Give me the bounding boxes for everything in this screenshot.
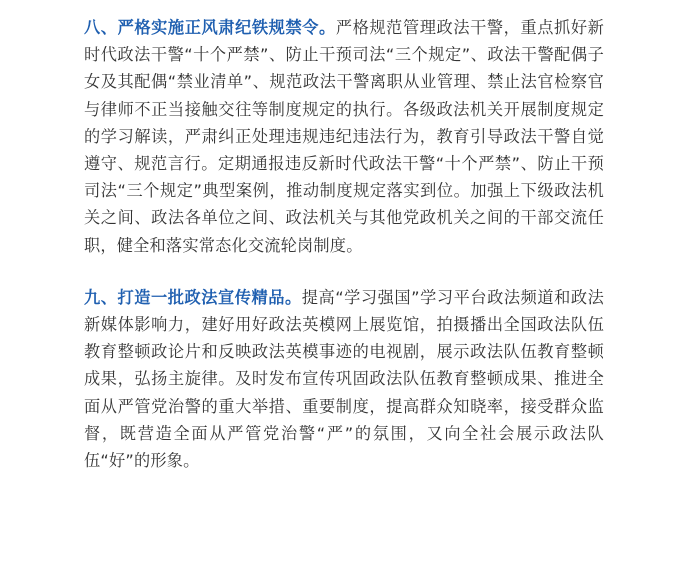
paragraph-section-8 <box>84 14 604 259</box>
article-content <box>84 14 604 474</box>
section-body: 提高“学习强国”学习平台政法频道和政法新媒体影响力，建好用好政法英模网上展览馆，拍摄播出全国政法队伍教育整顿政论片和反映政法英模事迹的电视剧，展示政法队伍教育整顿成果，弘扬主旋律。及时发布宣传巩固政法队伍教育整顿成果、推进全面从严管党治警的重大举措、重要制度，提高群众知晓率，接受群众监督，既营造全面从严管党治警“严”的氛围，又向全社会展示政法队伍“好”的形象。 <box>84 287 604 471</box>
paragraph-section-9 <box>84 284 604 474</box>
section-heading: 九、打造一批政法宣传精品。 <box>84 287 302 307</box>
section-heading: 八、严格实施正风肃纪铁规禁令。 <box>84 18 336 37</box>
section-body: 严格规范管理政法干警，重点抓好新时代政法干警“十个严禁”、防止干预司法“三个规定”、政法干警配偶子女及其配偶“禁业清单”、规范政法干警离职从业管理、禁止法官检察官与律师不正当接触交往等制度规定的执行。各级政法机关开展制度规定的学习解读，严肃纠正处理违规违纪违法行为，教育引导政法干警自觉遵守、规范言行。定期通报违反新时代政法干警“十个严禁”、防止干预司法“三个规定”典型案例，推动制度规定落实到位。加强上下级政法机关之间、政法各单位之间、政法机关与其他党政机关之间的干部交流任职，健全和落实常态化交流轮岗制度。 <box>84 18 605 255</box>
